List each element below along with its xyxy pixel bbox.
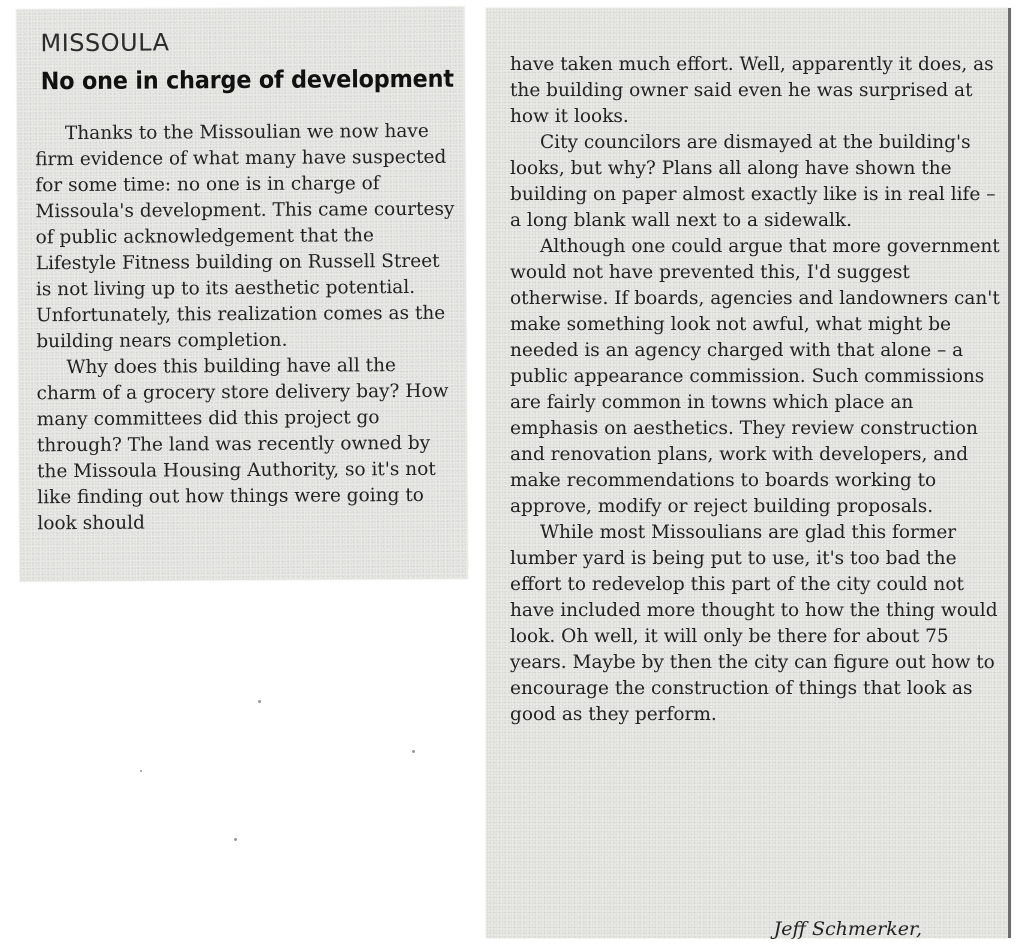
paper-speck: [234, 838, 237, 841]
right-clipping: [486, 8, 1011, 938]
paragraph: Why does this building have all the charm of a grocery store delivery bay? How many committees did this project go through? The land was recently owned by the Missoula Housing Authority, so it's not like finding out how things were going to look should: [36, 355, 449, 535]
left-article-body: [35, 119, 458, 538]
paper-speck: [412, 750, 415, 753]
headline: No one in charge of development: [40, 64, 454, 96]
paragraph: City councilors are dismayed at the building's looks, but why? Plans all along have shown the building on paper almost exactly like is in real life – a long blank wall next to a sidewalk.: [510, 132, 996, 231]
section-label: MISSOULA: [40, 28, 170, 58]
paragraph: While most Missoulians are glad this former lumber yard is being put to use, it's too bad the effort to redevelop this part of the city could not have included more thought to how the thing would look. Oh well, it will only be there for about 75 years. Maybe by then the city can figure out how to encourage the construction of things that look as good as they perform.: [510, 522, 998, 725]
paragraph: have taken much effort. Well, apparently it does, as the building owner said even he was surprised at how it looks.: [510, 54, 994, 127]
paragraph: Although one could argue that more government would not have prevented this, I'd suggest otherwise. If boards, agencies and landowners can't make something look not awful, what might be needed is an agency charged with that alone – a public appearance commission. Such commissions are fairly common in towns which place an emphasis on aesthetics. They review construction and renovation plans, work with developers, and make recommendations to boards working to approve, modify or reject building proposals.: [510, 236, 1000, 517]
right-article-body: [510, 52, 1002, 728]
author-signature: Jeff Schmerker,: [773, 918, 922, 940]
left-clipping: [16, 7, 467, 582]
paragraph: Thanks to the Missoulian we now have firm evidence of what many have suspected for some time: no one is in charge of Missoula's development. This came courtesy of public acknowledgement that the Lifestyle Fitness building on Russell Street is not living up to its aesthetic potential. Unfortunately, this realization comes as the building nears completion.: [35, 120, 455, 353]
paper-speck: [258, 700, 261, 703]
paper-speck: [140, 770, 142, 772]
